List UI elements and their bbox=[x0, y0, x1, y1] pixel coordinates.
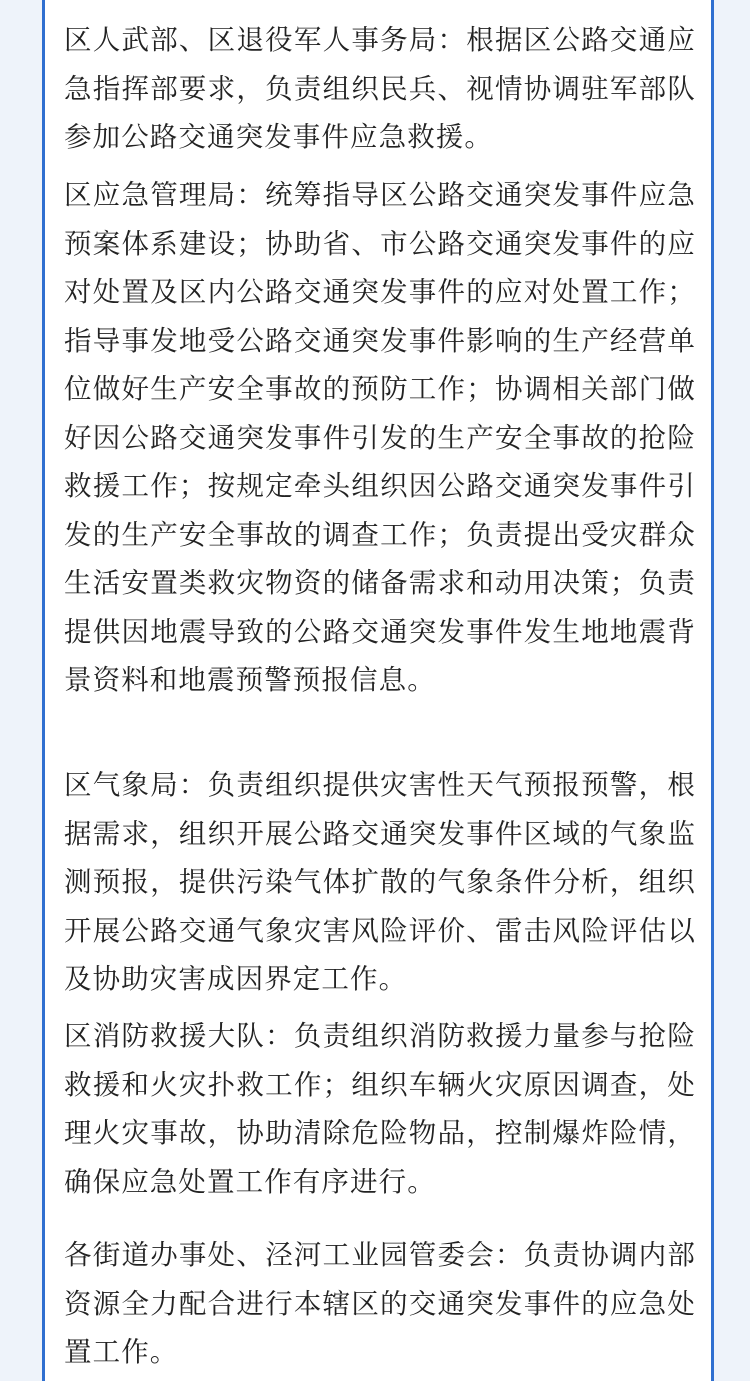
paragraph-emergency-management: 区应急管理局：统筹指导区公路交通突发事件应急预案体系建设；协助省、市公路交通突发事件的应对处置及区内公路交通突发事件的应对处置工作；指导事发地受公路交通突发事件影响的生产经营单位做好生产安全事故的预防工作；协调相关部门做好因公路交通突发事件引发的生产安全事故的抢险救援工作；按规定牵头组织因公路交通突发事件引发的生产安全事故的调查工作；负责提出受灾群众生活安置类救灾物资的储备需求和动用决策；负责提供因地震导致的公路交通突发事件发生地地震背景资料和地震预警预报信息。 bbox=[64, 179, 696, 696]
paragraph-fire-rescue: 区消防救援大队：负责组织消防救援力量参与抢险救援和火灾扑救工作；组织车辆火灾原因调查，处理火灾事故，协助清除危险物品，控制爆炸险情，确保应急处置工作有序进行。 bbox=[64, 1020, 696, 1198]
paragraph-military-veterans: 区人武部、区退役军人事务局：根据区公路交通应急指挥部要求，负责组织民兵、视情协调驻军部队参加公路交通突发事件应急救援。 bbox=[64, 24, 696, 153]
paragraph-street-offices: 各街道办事处、泾河工业园管委会：负责协调内部资源全力配合进行本辖区的交通突发事件的应急处置工作。 bbox=[64, 1239, 696, 1368]
paragraph-meteorology: 区气象局：负责组织提供灾害性天气预报预警，根据需求，组织开展公路交通突发事件区域的气象监测预报，提供污染气体扩散的气象条件分析，组织开展公路交通气象灾害风险评价、雷击风险评估以及协助灾害成因界定工作。 bbox=[64, 769, 696, 995]
